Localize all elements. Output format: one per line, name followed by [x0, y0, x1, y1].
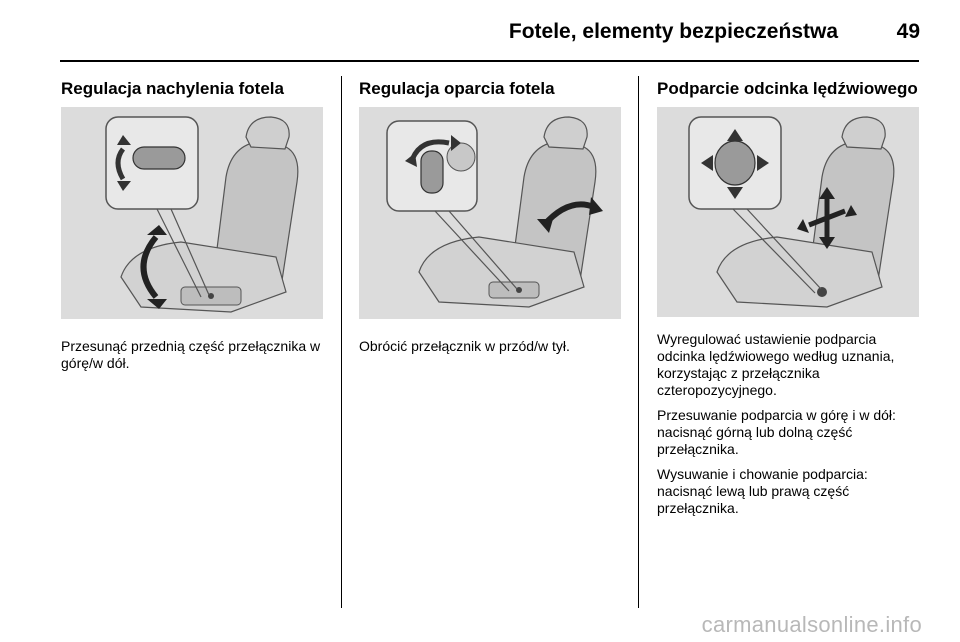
page-header: [0, 0, 960, 62]
seat-tilt-illustration: [61, 107, 323, 319]
paragraph-seat-tilt-1: Przesunąć przednią część przełącznika w górę/w dół.: [61, 338, 321, 371]
section-title-lumbar: Podparcie odcinka lędźwiowego: [657, 79, 918, 98]
paragraph-lumbar-2: Przesuwanie podparcia w górę i w dół: nacisnąć górną lub dolną część przełącznika.: [657, 407, 896, 457]
lumbar-illustration: [657, 107, 919, 317]
figure-seat-tilt: [61, 107, 323, 319]
page-number: 49: [896, 20, 920, 43]
figure-lumbar: [657, 107, 919, 317]
paragraph-backrest-1: Obrócić przełącznik w przód/w tył.: [359, 338, 570, 354]
paragraph-lumbar-1: Wyregulować ustawienie podparcia odcinka lędźwiowego według uznania, korzystając z przełącznika czteropozycyjnego.: [657, 331, 895, 398]
column-seat-tilt: [61, 78, 325, 372]
column-backrest: [359, 78, 623, 355]
column-divider-1: [341, 76, 342, 608]
watermark: carmanualsonline.info: [701, 612, 922, 637]
section-title-seat-tilt: Regulacja nachylenia fotela: [61, 79, 284, 98]
header-rule: [60, 60, 919, 62]
figure-backrest: [359, 107, 621, 319]
column-lumbar: [657, 78, 921, 517]
section-title-backrest: Regulacja oparcia fotela: [359, 79, 555, 98]
header-title: Fotele, elementy bezpieczeństwa: [508, 20, 838, 43]
backrest-illustration: [359, 107, 621, 319]
column-divider-2: [638, 76, 639, 608]
paragraph-lumbar-3: Wysuwanie i chowanie podparcia: nacisnąć lewą lub prawą część przełącznika.: [657, 466, 868, 516]
